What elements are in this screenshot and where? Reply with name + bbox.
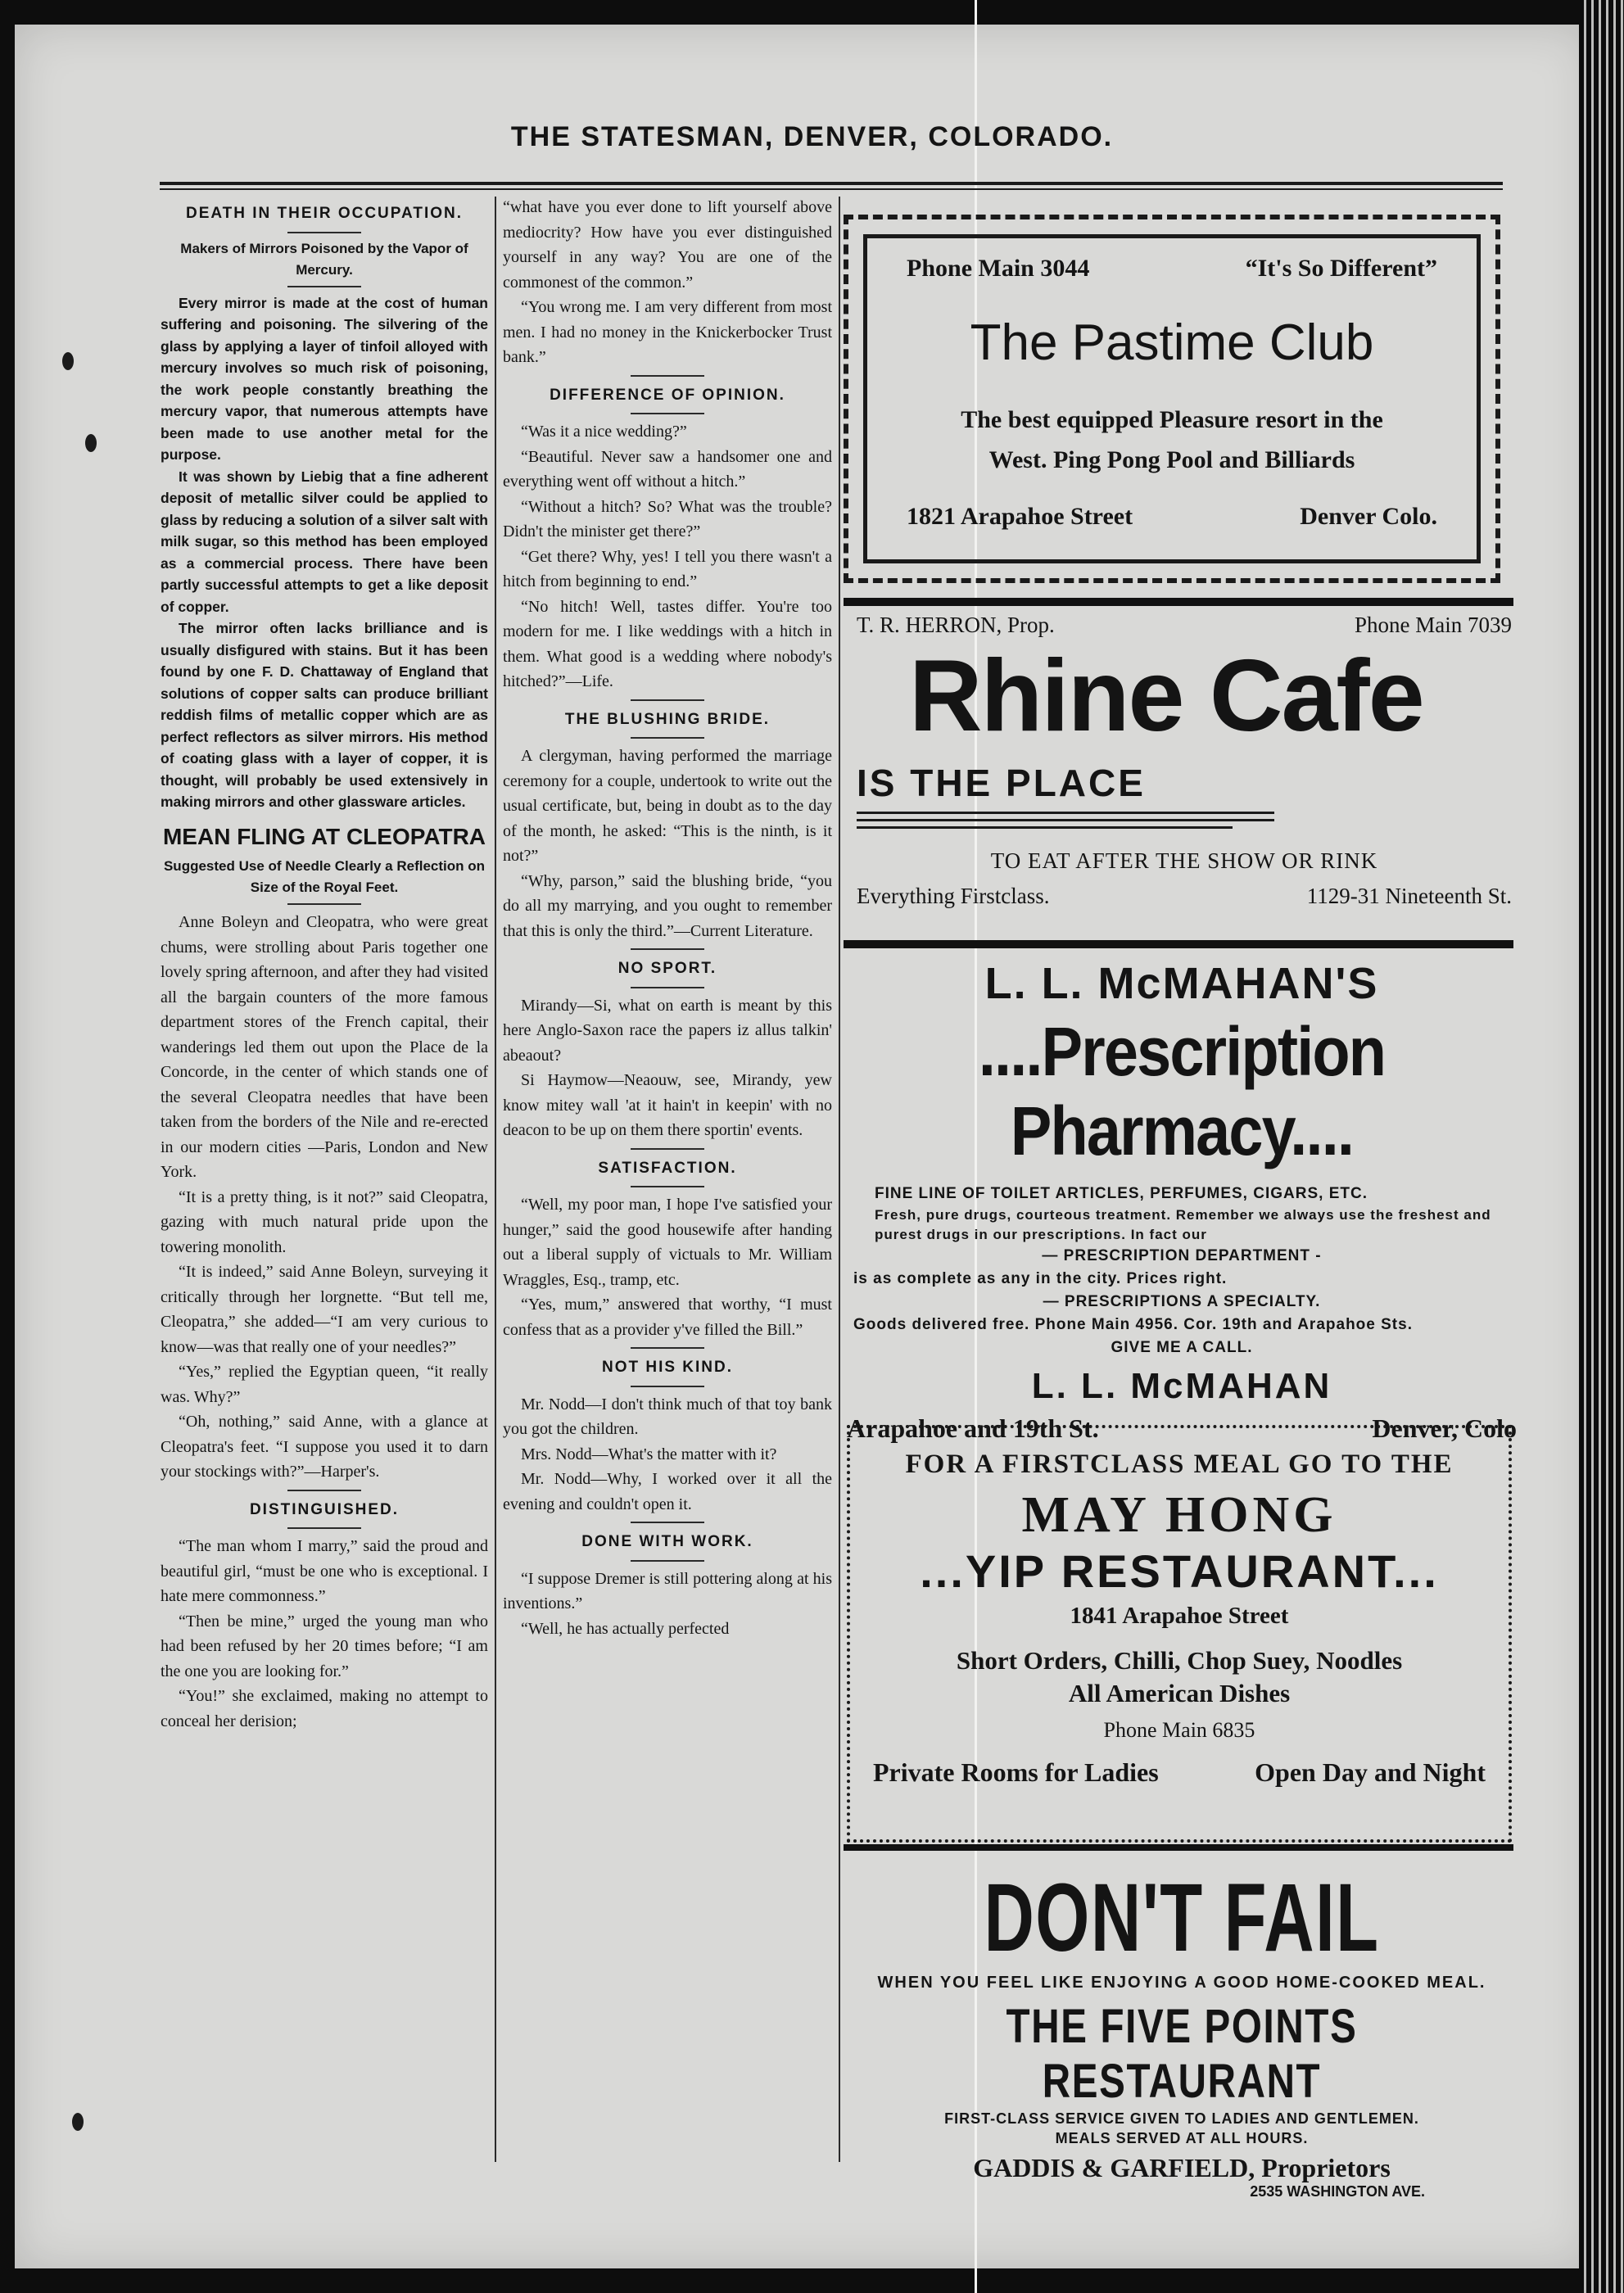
divider bbox=[631, 737, 704, 739]
proprietor: T. R. HERRON, Prop. bbox=[857, 613, 1055, 637]
paragraph: Every mirror is made at the cost of human suffering and poisoning. The silvering of the glass by applying a layer of tinfoil alloyed with mercury involves so much risk of poisoning, the work people constantly breathing the mercury vapor, that numerous attempts have been made to use another metal for the purpose. bbox=[161, 294, 488, 463]
ad-line: is as complete as any in the city. Prices right. bbox=[853, 1270, 1228, 1287]
column-2 bbox=[503, 195, 832, 1641]
street-address: 1129-31 Nineteenth St. bbox=[1306, 884, 1512, 908]
paragraph: “Without a hitch? So? What was the trouble? Didn't the minister get there?” bbox=[503, 497, 832, 540]
divider bbox=[631, 375, 704, 377]
quality-note: Everything Firstclass. bbox=[857, 884, 1050, 908]
ad-divider bbox=[844, 940, 1513, 948]
paragraph: Mr. Nodd—I don't think much of that toy bank you got the children. bbox=[503, 1395, 832, 1438]
header-rule bbox=[160, 182, 1503, 185]
ad-header-row bbox=[907, 255, 1437, 283]
ad-line: WHEN YOU FEEL LIKE ENJOYING A GOOD HOME-COOKED MEAL. bbox=[877, 1974, 1486, 1992]
divider bbox=[287, 1490, 361, 1491]
rhine-cafe-ad bbox=[857, 613, 1512, 909]
divider bbox=[631, 987, 704, 988]
paragraph: “Get there? Why, yes! I tell you there wasn't a hitch from beginning to end.” bbox=[503, 547, 832, 590]
paragraph: “Why, parson,” said the blushing bride, “you do all my marrying, and you ought to remember that this is only the third.”—Current Literature. bbox=[503, 871, 832, 940]
ad-divider bbox=[844, 598, 1513, 606]
business-name: ....Prescription Pharmacy.... bbox=[978, 1013, 1386, 1169]
paragraph: “what have you ever done to lift yourself above mediocrity? How have you ever distinguished yourself in any way? You are one of the commonest of the common.” bbox=[503, 198, 832, 292]
article-body bbox=[161, 292, 488, 813]
paragraph: “Well, my poor man, I hope I've satisfied your hunger,” said the good housewife after handing out a liberal supply of victuals to Mr. William Wraggles, Esq., tramp, etc. bbox=[503, 1196, 832, 1289]
divider bbox=[631, 1560, 704, 1562]
divider bbox=[287, 286, 361, 287]
column-separator bbox=[495, 197, 496, 2162]
ad-footer-row bbox=[857, 884, 1512, 909]
divider bbox=[631, 1186, 704, 1187]
menu-description bbox=[850, 1644, 1509, 1710]
article-headline: SATISFACTION. bbox=[598, 1159, 737, 1177]
city: Denver, Colo bbox=[1372, 1413, 1517, 1443]
divider bbox=[631, 699, 704, 701]
business-name: MAY HONG bbox=[1021, 1487, 1337, 1543]
paragraph: Mirandy—Si, what on earth is meant by this here Anglo-Saxon race the papers iz allus talkin' abeaout? bbox=[503, 996, 832, 1065]
column-1 bbox=[161, 195, 488, 1734]
amenity: Private Rooms for Ladies bbox=[873, 1757, 1159, 1787]
article-headline: DONE WITH WORK. bbox=[581, 1533, 753, 1550]
punch-hole bbox=[72, 2113, 84, 2131]
punch-hole bbox=[85, 434, 97, 452]
ad-line: — PRESCRIPTIONS A SPECIALTY. bbox=[1043, 1293, 1321, 1310]
header-rule-thin bbox=[160, 188, 1503, 190]
paragraph: “I suppose Dremer is still pottering along at his inventions.” bbox=[503, 1569, 832, 1612]
pharmacy-ad bbox=[847, 958, 1517, 1444]
paragraph: “No hitch! Well, tastes differ. You're too modern for me. I like weddings with a hitch in them. What good is a wedding where nobody's hitched?”—Life. bbox=[503, 597, 832, 690]
paragraph: Mrs. Nodd—What's the matter with it? bbox=[521, 1445, 777, 1463]
paragraph: “It is indeed,” said Anne Boleyn, surveying it critically through her lorgnette. “But tell me, Cleopatra,” she added—“I am very curious to know—was that really one of your needles?” bbox=[161, 1263, 488, 1356]
description-line: West. Ping Pong Pool and Billiards bbox=[988, 446, 1355, 473]
may-hong-restaurant-ad bbox=[847, 1425, 1512, 1843]
column-separator bbox=[839, 197, 840, 2162]
business-name: The Pastime Club bbox=[970, 314, 1374, 371]
article-headline: DISTINGUISHED. bbox=[249, 1500, 400, 1518]
signature: L. L. McMAHAN bbox=[1031, 1366, 1332, 1406]
line bbox=[857, 826, 1233, 829]
line bbox=[857, 819, 1274, 821]
article-headline: MEAN FLING AT CLEOPATRA bbox=[162, 823, 486, 849]
article-headline: NO SPORT. bbox=[617, 960, 717, 977]
ad-footer-row bbox=[907, 503, 1437, 531]
street-address: 2535 WASHINGTON AVE. bbox=[1250, 2183, 1425, 2200]
ad-line: FOR A FIRSTCLASS MEAL GO TO THE bbox=[905, 1450, 1454, 1479]
phone-number: Phone Main 7039 bbox=[1355, 613, 1512, 637]
paragraph: “Yes, mum,” answered that worthy, “I must confess that as a provider y've filled the Bill.” bbox=[503, 1296, 832, 1339]
divider bbox=[631, 948, 704, 950]
paragraph: Mr. Nodd—Why, I worked over it all the evening and couldn't open it. bbox=[503, 1470, 832, 1513]
description-line: The best equipped Pleasure resort in the bbox=[961, 406, 1383, 433]
city: Denver Colo. bbox=[1300, 503, 1437, 530]
five-points-restaurant-ad bbox=[847, 1859, 1517, 2200]
ad-line: MEALS SERVED AT ALL HOURS. bbox=[1055, 2130, 1309, 2146]
paragraph: “The man whom I marry,” said the proud and beautiful girl, “must be one who is exceptional. I hate mere commonness.” bbox=[161, 1537, 488, 1605]
ad-header-row bbox=[857, 613, 1512, 638]
masthead: THE STATESMAN, DENVER, COLORADO. bbox=[510, 121, 1114, 152]
paragraph: The mirror often lacks brilliance and is usually disfigured with stains. But it has been found by one F. D. Chattaway of England that solutions of copper salts can produce brilliant reddish films of metallic copper which are as perfect reflectors as silver mirrors. His method of coating glass with a layer of copper, it is thought, will probably be used extensively in making mirrors and other glassware articles. bbox=[161, 620, 488, 810]
article-headline: DIFFERENCE OF OPINION. bbox=[550, 386, 785, 404]
business-name-sub: ...YIP RESTAURANT... bbox=[920, 1545, 1439, 1597]
paragraph: “Yes,” replied the Egyptian queen, “it really was. Why?” bbox=[161, 1363, 488, 1406]
divider bbox=[631, 413, 704, 414]
article-headline: DEATH IN THEIR OCCUPATION. bbox=[185, 205, 464, 222]
pastime-club-ad bbox=[844, 215, 1500, 583]
street-address: 1821 Arapahoe Street bbox=[907, 503, 1133, 530]
paragraph: “Well, he has actually perfected bbox=[521, 1619, 730, 1638]
paragraph: “You wrong me. I am very different from most men. I had no money in the Knickerbocker Trust bank.” bbox=[503, 298, 832, 366]
ad-line: FIRST-CLASS SERVICE GIVEN TO LADIES AND GENTLEMEN. bbox=[944, 2110, 1419, 2127]
menu-line: All American Dishes bbox=[1068, 1679, 1291, 1707]
street-address: 1841 Arapahoe Street bbox=[1070, 1603, 1289, 1629]
ad-line: Fresh, pure drugs, courteous treatment. Remember we always use the freshest and purest drugs in our prescriptions. In fact our bbox=[875, 1207, 1491, 1242]
decorative-lines bbox=[857, 812, 1274, 829]
paragraph: Si Haymow—Neaouw, see, Mirandy, yew know mitey wall 'at it hain't in keepin' with no deacon to be up on them there sportin' events. bbox=[503, 1071, 832, 1139]
divider bbox=[631, 1148, 704, 1150]
paragraph: “Beautiful. Never saw a handsomer one and everything went off without a hitch.” bbox=[503, 447, 832, 491]
slogan: IS THE PLACE bbox=[857, 762, 1146, 804]
divider bbox=[631, 1347, 704, 1349]
business-name: THE FIVE POINTS RESTAURANT bbox=[1006, 2000, 1358, 2108]
paragraph: “Then be mine,” urged the young man who had been refused by her 20 times before; “I am the one you are looking for.” bbox=[161, 1612, 488, 1680]
line bbox=[857, 812, 1274, 814]
menu-line: Short Orders, Chilli, Chop Suey, Noodles bbox=[956, 1646, 1403, 1675]
ad-line: GIVE ME A CALL. bbox=[1111, 1339, 1253, 1356]
divider bbox=[287, 903, 361, 905]
paragraph: It was shown by Liebig that a fine adherent deposit of metallic silver could be applied to glass by reducing a solution of a silver salt with milk sugar, so this method has been employed as a commercial process. There have been partly successful attempts to get a like deposit of copper. bbox=[161, 468, 488, 615]
punch-hole bbox=[62, 352, 74, 370]
slogan: “It's So Different” bbox=[1245, 255, 1437, 282]
divider bbox=[287, 1527, 361, 1529]
ad-line: Goods delivered free. Phone Main 4956. Cor. 19th and Arapahoe Sts. bbox=[853, 1316, 1413, 1333]
phone-number: Phone Main 6835 bbox=[1103, 1718, 1255, 1742]
ad-inner-border bbox=[863, 234, 1481, 563]
article-headline: THE BLUSHING BRIDE. bbox=[564, 710, 771, 728]
article-headline: NOT HIS KIND. bbox=[601, 1359, 734, 1376]
page-edge-stack bbox=[1579, 0, 1624, 2293]
ad-line: FINE LINE OF TOILET ARTICLES, PERFUMES, CIGARS, ETC. bbox=[875, 1185, 1368, 1202]
ad-footer-row bbox=[850, 1757, 1509, 1788]
paragraph: “It is a pretty thing, is it not?” said Cleopatra, gazing with much natural pride upon the towering monolith. bbox=[161, 1187, 488, 1256]
ad-line: — PRESCRIPTION DEPARTMENT - bbox=[1042, 1247, 1322, 1264]
paragraph: “You!” she exclaimed, making no attempt to conceal her derision; bbox=[161, 1687, 488, 1730]
proprietors: GADDIS & GARFIELD, Proprietors bbox=[973, 2153, 1391, 2182]
ad-divider bbox=[844, 1844, 1513, 1851]
paragraph: “Oh, nothing,” said Anne, with a glance at Cleopatra's feet. “I suppose you used it to darn your stockings with?”—Harper's. bbox=[161, 1413, 488, 1481]
tagline: TO EAT AFTER THE SHOW OR RINK bbox=[990, 848, 1378, 873]
paragraph: A clergyman, having performed the marriage ceremony for a couple, undertook to write out the usual certificate, but, being in doubt as to the day of the month, he asked: “This is the ninth, is it not?” bbox=[503, 747, 832, 865]
business-owner: L. L. McMAHAN'S bbox=[984, 959, 1379, 1008]
headline: DON'T FAIL bbox=[984, 1864, 1380, 1972]
article-subhead: Suggested Use of Needle Clearly a Reflection on Size of the Royal Feet. bbox=[163, 858, 486, 895]
ad-description bbox=[907, 400, 1437, 480]
divider bbox=[631, 1386, 704, 1387]
paragraph: “Was it a nice wedding?” bbox=[521, 423, 687, 441]
street-address: Arapahoe and 19th St. bbox=[847, 1413, 1099, 1443]
phone-number: Phone Main 3044 bbox=[907, 255, 1090, 282]
article-subhead: Makers of Mirrors Poisoned by the Vapor of Mercury. bbox=[180, 240, 468, 278]
divider bbox=[287, 232, 361, 233]
paragraph: Anne Boleyn and Cleopatra, who were great chums, were strolling about Paris together one lovely spring afternoon, and after they had visited all the bargain counters of the more famous department stores of the French capital, their wanderings led them out upon the Place de la Concorde, in the center of which stands one of the several Cleopatra needles that have been taken from the borders of the Nile and re-erected in our modern cities —Paris, London and New York. bbox=[161, 913, 488, 1181]
business-name: Rhine Cafe bbox=[909, 640, 1423, 753]
divider bbox=[631, 1522, 704, 1523]
hours: Open Day and Night bbox=[1255, 1757, 1486, 1787]
